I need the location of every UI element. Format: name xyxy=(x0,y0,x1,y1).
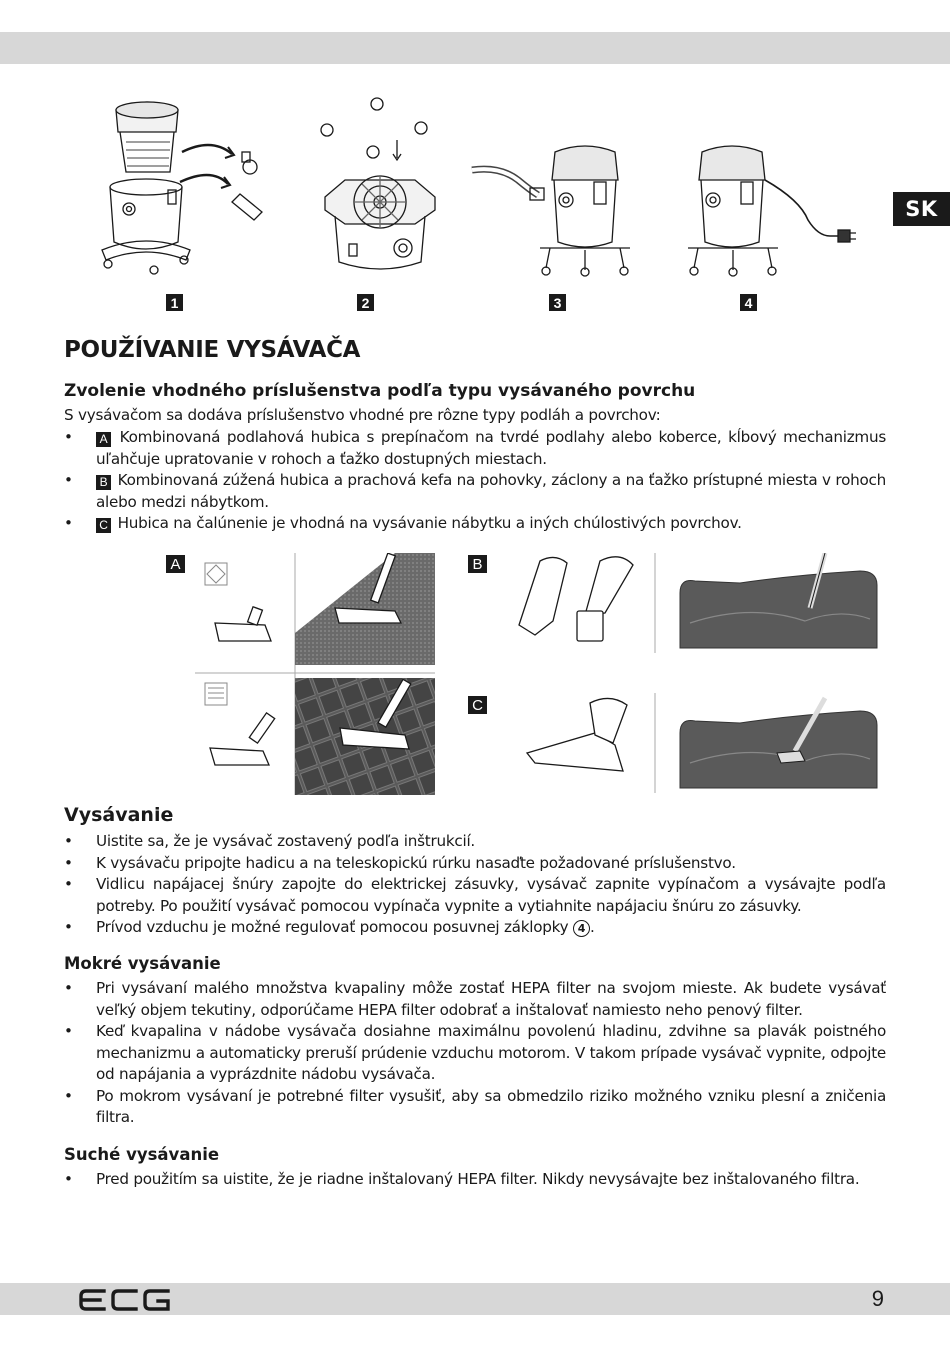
list-item: • K vysávaču pripojte hadicu a na teleskopickú rúrku nasaďte požadované príslušenstvo. xyxy=(64,853,886,875)
wet-list xyxy=(64,978,886,1129)
step-badge-4: 4 xyxy=(740,294,757,311)
figure-label-c: C xyxy=(468,696,487,714)
page-title: POUŽÍVANIE VYSÁVAČA xyxy=(64,337,361,363)
list-item: • Pred použitím sa uistite, že je riadne inštalovaný HEPA filter. Nikdy nevysávajte bez inštalovaného filtra. xyxy=(64,1169,886,1191)
wet-heading: Mokré vysávanie xyxy=(64,954,221,973)
top-bar xyxy=(0,32,950,64)
list-item: • Prívod vzduchu je možné regulovať pomocou posuvnej záklopky 4 . xyxy=(64,917,886,939)
step-badge-2: 2 xyxy=(357,294,374,311)
step-badge-3: 3 xyxy=(549,294,566,311)
dry-list xyxy=(64,1169,886,1191)
badge-c: C xyxy=(96,518,111,533)
language-tab: SK xyxy=(893,192,950,226)
list-item: • C Hubica na čalúnenie je vhodná na vysávanie nábytku a iných chúlostivých povrchov. xyxy=(64,513,886,535)
upholstery-nozzle-figure xyxy=(495,693,890,793)
list-item: • Keď kvapalina v nádobe vysávača dosiahne maximálnu povolenú hladinu, zdvihne sa plavák poistného mechanizmu a automaticky preruší prúdenie vzduchu motorom. V takom prípade vysávač vypnite, odpojte od napájania a vyprázdnite nádobu vysávača. xyxy=(64,1021,886,1086)
accessories-intro: S vysávačom sa dodáva príslušenstvo vhodné pre rôzne typy podláh a povrchov: xyxy=(64,406,661,424)
circled-ref-4: 4 xyxy=(573,920,590,937)
accessories-heading: Zvolenie vhodného príslušenstva podľa typu vysávaného povrchu xyxy=(64,381,696,401)
step-2-illustration xyxy=(305,92,455,282)
figure-label-a: A xyxy=(166,555,185,573)
step-4-illustration xyxy=(680,140,860,280)
dry-heading: Suché vysávanie xyxy=(64,1145,220,1164)
list-item: • B Kombinovaná zúžená hubica a prachová kefa na pohovky, záclony a na ťažko prístupné miesta v rohoch alebo medzi nábytkom. xyxy=(64,470,886,513)
list-item: • Po mokrom vysávaní je potrebné filter vysušiť, aby sa obmedzilo riziko možného vzniku plesní a zničenia filtra. xyxy=(64,1086,886,1129)
crevice-brush-figure xyxy=(495,553,890,653)
figure-label-b: B xyxy=(468,555,487,573)
list-item: • Uistite sa, že je vysávač zostavený podľa inštrukcií. xyxy=(64,831,886,853)
accessories-list xyxy=(64,427,886,535)
vacuuming-list xyxy=(64,831,886,939)
badge-a: A xyxy=(96,432,111,447)
page-number: 9 xyxy=(871,1286,884,1311)
badge-b: B xyxy=(96,475,111,490)
vacuuming-heading: Vysávanie xyxy=(64,804,174,826)
list-item: • Pri vysávaní malého množstva kvapaliny môže zostať HEPA filter na svojom mieste. Ak budete vysávať veľký objem tekutiny, odporúčame HEPA filter odobrať a inštalovať namiesto neho penový filter. xyxy=(64,978,886,1021)
step-3-illustration xyxy=(470,140,645,280)
ecg-logo xyxy=(78,1288,174,1312)
step-1-illustration xyxy=(92,92,282,282)
step-badge-1: 1 xyxy=(166,294,183,311)
list-item: • A Kombinovaná podlahová hubica s prepínačom na tvrdé podlahy alebo koberce, kĺbový mechanizmus uľahčuje upratovanie v rohoch a ťažko dostupných miestach. xyxy=(64,427,886,470)
list-item: • Vidlicu napájacej šnúry zapojte do elektrickej zásuvky, vysávač zapnite vypínačom a vysávajte podľa potreby. Po použití vysávač pomocou vypínača vypnite a vytiahnite napájaciu šnúru zo zásuvky. xyxy=(64,874,886,917)
floor-nozzle-figure xyxy=(195,553,435,795)
